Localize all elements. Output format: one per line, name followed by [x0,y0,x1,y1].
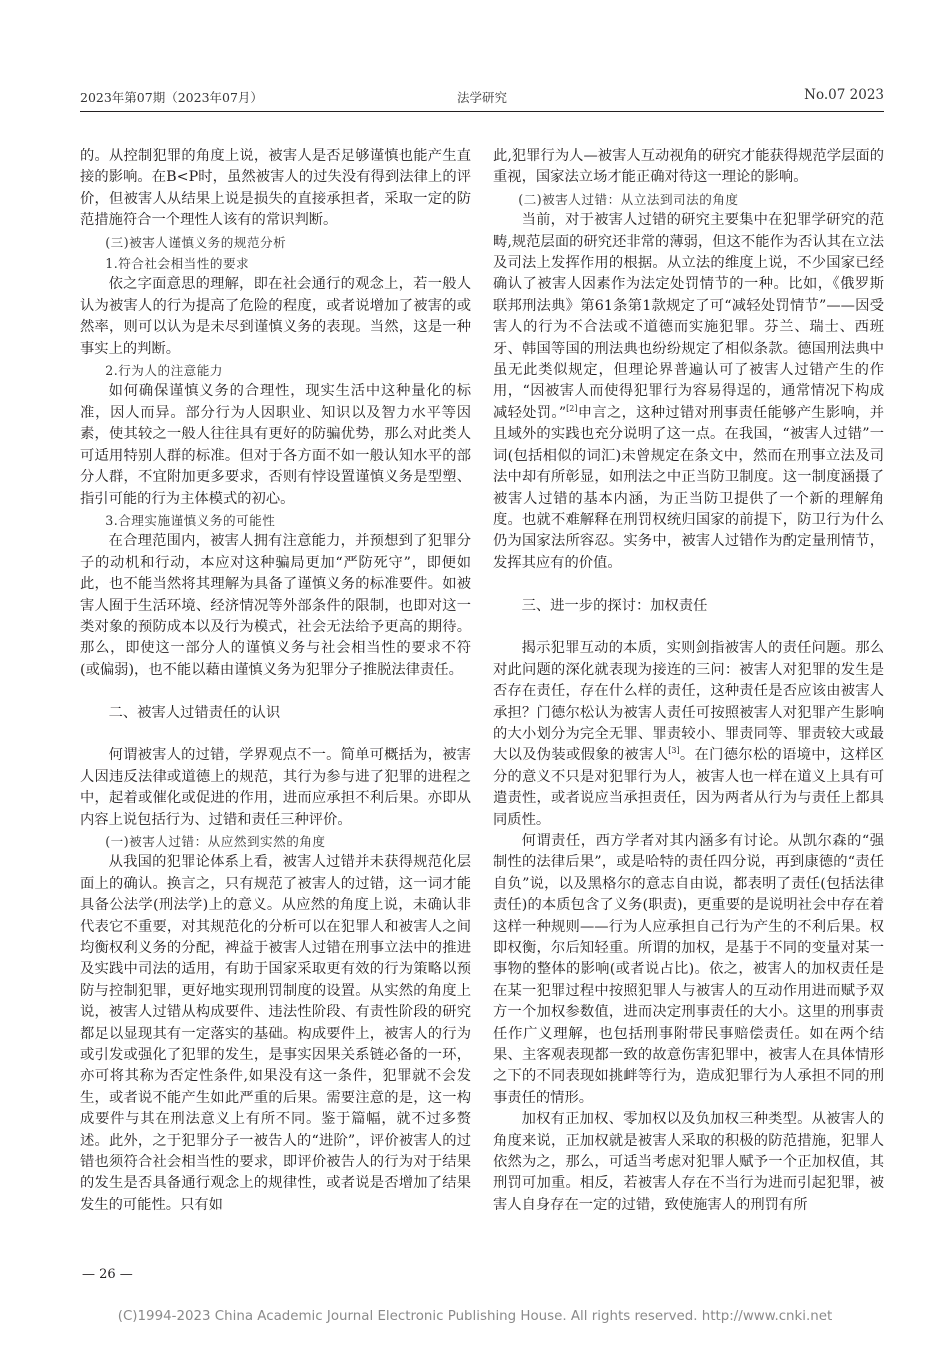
journal-title: 法学研究 [456,90,507,105]
issue-number: No.07 2023 [804,87,884,103]
copyright-notice: (C)1994-2023 China Academic Journal Electronic Publishing House. All rights reserved. http://www.cnki.net [117,1309,833,1324]
subsection-heading: (三)被害人谨慎义务的规范分析 [105,234,287,250]
paragraph: 从我国的犯罪论体系上看，被害人过错并未获得规范化层面上的确认。换言之，只有规范了被害人的过错，这一词才能具备公法学(刑法学)上的意义。从应然的角度上说，未确认非代表它不重要，对其规范化的分析可以在犯罪人和被害人之间均衡权利义务的分配，裨益于被害人过错在刑事立法中的推进及实践中司法的适用，有助于国家采取更有效的行为策略以预防与控制犯罪，更好地实现刑罚制度的设置。从实然的角度上说，被害人过错从构成要件、违法性阶段、有责性阶段的研究都足以显现其有一定落实的基础。构成要件上，被害人的行为或引发或强化了犯罪的发生，是事实因果关系链必备的一环，亦可将其称为否定性条件,如果没有这一条件，犯罪就不会发生，或者说不能产生如此严重的后果。需要注意的是，这一构成要件与其在刑法意义上有所不同。鉴于篇幅，就不过多赘述。此外，之于犯罪分子一被告人的“进阶”，评价被害人的过错也须符合社会相当性的要求，即评价被告人的行为对于结果的发生是否具备通行观念上的规律性，或者说是否增加了结果发生的可能性。只有如 [80,854,471,1213]
paragraph [493,638,884,831]
paragraph: 如何确保谨慎义务的合理性，现实生活中这种量化的标准，因人而异。部分行为人因职业、知识以及智力水平等因素，使其较之一般人往往具有更好的防骗优势，那么对此类人可适用特别人群的标准。但对于各方面不如一般认知水平的部分人群，不宜附加更多要求，否则有悖设置谨慎义务是型塑、指引可能的行为主体模式的初心。 [80,383,471,507]
paragraph: 的。从控制犯罪的角度上说，被害人是否足够谨慎也能产生直接的影响。在B<P时，虽然被害人的过失没有得到法律上的评价，但被害人从结果上说是损失的直接承担者，采取一定的防范措施符合一个理性人该有的常识判断。 [80,148,471,229]
paragraph-text: 申言之，这种过错对刑事责任能够产生影响，并且域外的实践也充分说明了这一点。在我国，“被害人过错”一词(包括相似的词汇)未曾规定在条文中，然而在刑事立法及司法中却有所彰显，如刑法之中正当防卫制度。这一制度涵摄了被害人过错的基本内涵，为正当防卫提供了一个新的理解角度。也就不难解释在刑罚权统归国家的前提下，防卫行为什么仍为国家法所容忍。实务中，被害人过错作为酌定量刑情节，发挥其应有的价值。 [493,404,884,571]
paragraph: 何谓被害人的过错，学界观点不一。简单可概括为，被害人因违反法律或道德上的规范，其行为参与进了犯罪的进程之中，起着或催化或促进的作用，进而应承担不利后果。亦即从内容上说包括行为、过错和责任三种评价。 [80,747,471,828]
right-column [493,146,884,1226]
subsection-heading: 1.符合社会相当性的要求 [105,256,250,272]
citation: [2] [566,403,578,413]
page-number: — 26 — [82,1267,133,1282]
paragraph-text: 。在门德尔松的语境中，这样区分的意义不只是对犯罪行为人，被害人也一样在道义上具有可遣责性，或者说应当承担责任，因为两者从行为与责任上都具同质性。 [493,747,884,828]
paragraph [493,210,884,574]
subsection-heading: 2.行为人的注意能力 [105,363,223,379]
subsection-heading: (二)被害人过错：从立法到司法的角度 [518,191,739,207]
paragraph-text: 当前，对于被害人过错的研究主要集中在犯罪学研究的范畴,规范层面的研究还非常的薄弱，但这不能作为否认其在立法及司法上发挥作用的根据。从立法的维度上说，不少国家已经确认了被害人因素作为法定处罚情节的一种。比如，《俄罗斯联邦刑法典》第61条第1款规定了可“减轻处罚情节”——因受害人的行为不合法或不道德而实施犯罪。芬兰、瑞士、西班牙、韩国等国的刑法典也纷纷规定了相似条款。德国刑法典中虽无此类似规定，但理论界普遍认可了被害人过错产生的作用，“因被害人而使得犯罪行为容易得逞的，通常情况下构成减轻处罚。” [493,212,884,421]
paragraph: 此,犯罪行为人—被害人互动视角的研究才能获得规范学层面的重视，国家法立场才能正确对待这一理论的影响。 [493,148,884,186]
left-column [80,146,471,1226]
paragraph: 在合理范围内，被害人拥有注意能力，并预想到了犯罪分子的动机和行动，本应对这种骗局更加“严防死守”，即便如此，也不能当然将其理解为具备了谨慎义务的标准要件。如被害人囿于生活环境、经济情况等外部条件的限制，也即对这一类对象的预防成本以及行为模式，社会无法给予更高的期待。那么，即使这一部分人的谨慎义务与社会相当性的要求不符(或偏弱)，也不能以藉由谨慎义务为犯罪分子推脱法律责任。 [80,533,471,678]
subsection-heading: (一)被害人过错：从应然到实然的角度 [105,833,326,849]
subsection-heading: 3.合理实施谨慎义务的可能性 [105,512,276,528]
section-heading: 二、被害人过错责任的认识 [108,704,281,721]
header-divider [80,111,884,112]
paragraph-text: 揭示犯罪互动的本质，实则剑指被害人的责任问题。那么对此问题的深化就表现为接连的三问：被害人对犯罪的发生是否存在责任，存在什么样的责任，这种责任是否应该由被害人承担？门德尔松认为被害人责任可按照被害人对犯罪产生影响的大小划分为完全无罪、罪责较小、罪责同等、罪责较大或最大以及伪装或假象的被害人 [493,640,884,764]
citation: [3] [668,746,680,756]
issue-info: 2023年第07期（2023年07月） [80,90,263,105]
running-header [80,84,884,108]
paragraph: 依之字面意思的理解，即在社会通行的观念上，若一般人认为被害人的行为提高了危险的程度，或者说增加了被害的或然率，则可以认为是未尽到谨慎义务的表现。当然，这是一种事实上的判断。 [80,276,471,357]
paragraph: 何谓责任，西方学者对其内涵多有讨论。从凯尔森的“强制性的法律后果”，或是哈特的责任四分说，再到康德的“责任自负”说，以及黑格尔的意志自由说，都表明了责任(包括法律责任)的本质包含了义务(职责)，更重要的是说明社会中存在着这样一种规则——行为人应承担自己行为产生的不利后果。权即权衡，尔后知轻重。所谓的加权，是基于不同的变量对某一事物的整体的影响(或者说占比)。依之，被害人的加权责任是在某一犯罪过程中按照犯罪人与被害人的互动作用进而赋予双方一个加权参数值，进而决定刑事责任的大小。这里的刑事责任作广义理解，也包括刑事附带民事赔偿责任。如在两个结果、主客观表现都一致的故意伤害犯罪中，被害人在具体情形之下的不同表现如挑衅等行为，造成犯罪行为人承担不同的刑事责任的情形。 [493,832,884,1106]
paragraph: 加权有正加权、零加权以及负加权三种类型。从被害人的角度来说，正加权就是被害人采取的积极的防范措施，犯罪人依然为之，那么，可适当考虑对犯罪人赋予一个正加权值，其刑罚可加重。相反，若被害人存在不当行为进而引起犯罪，被害人自身存在一定的过错，致使施害人的刑罚有所 [493,1111,884,1213]
section-heading: 三、进一步的探讨：加权责任 [521,597,708,614]
